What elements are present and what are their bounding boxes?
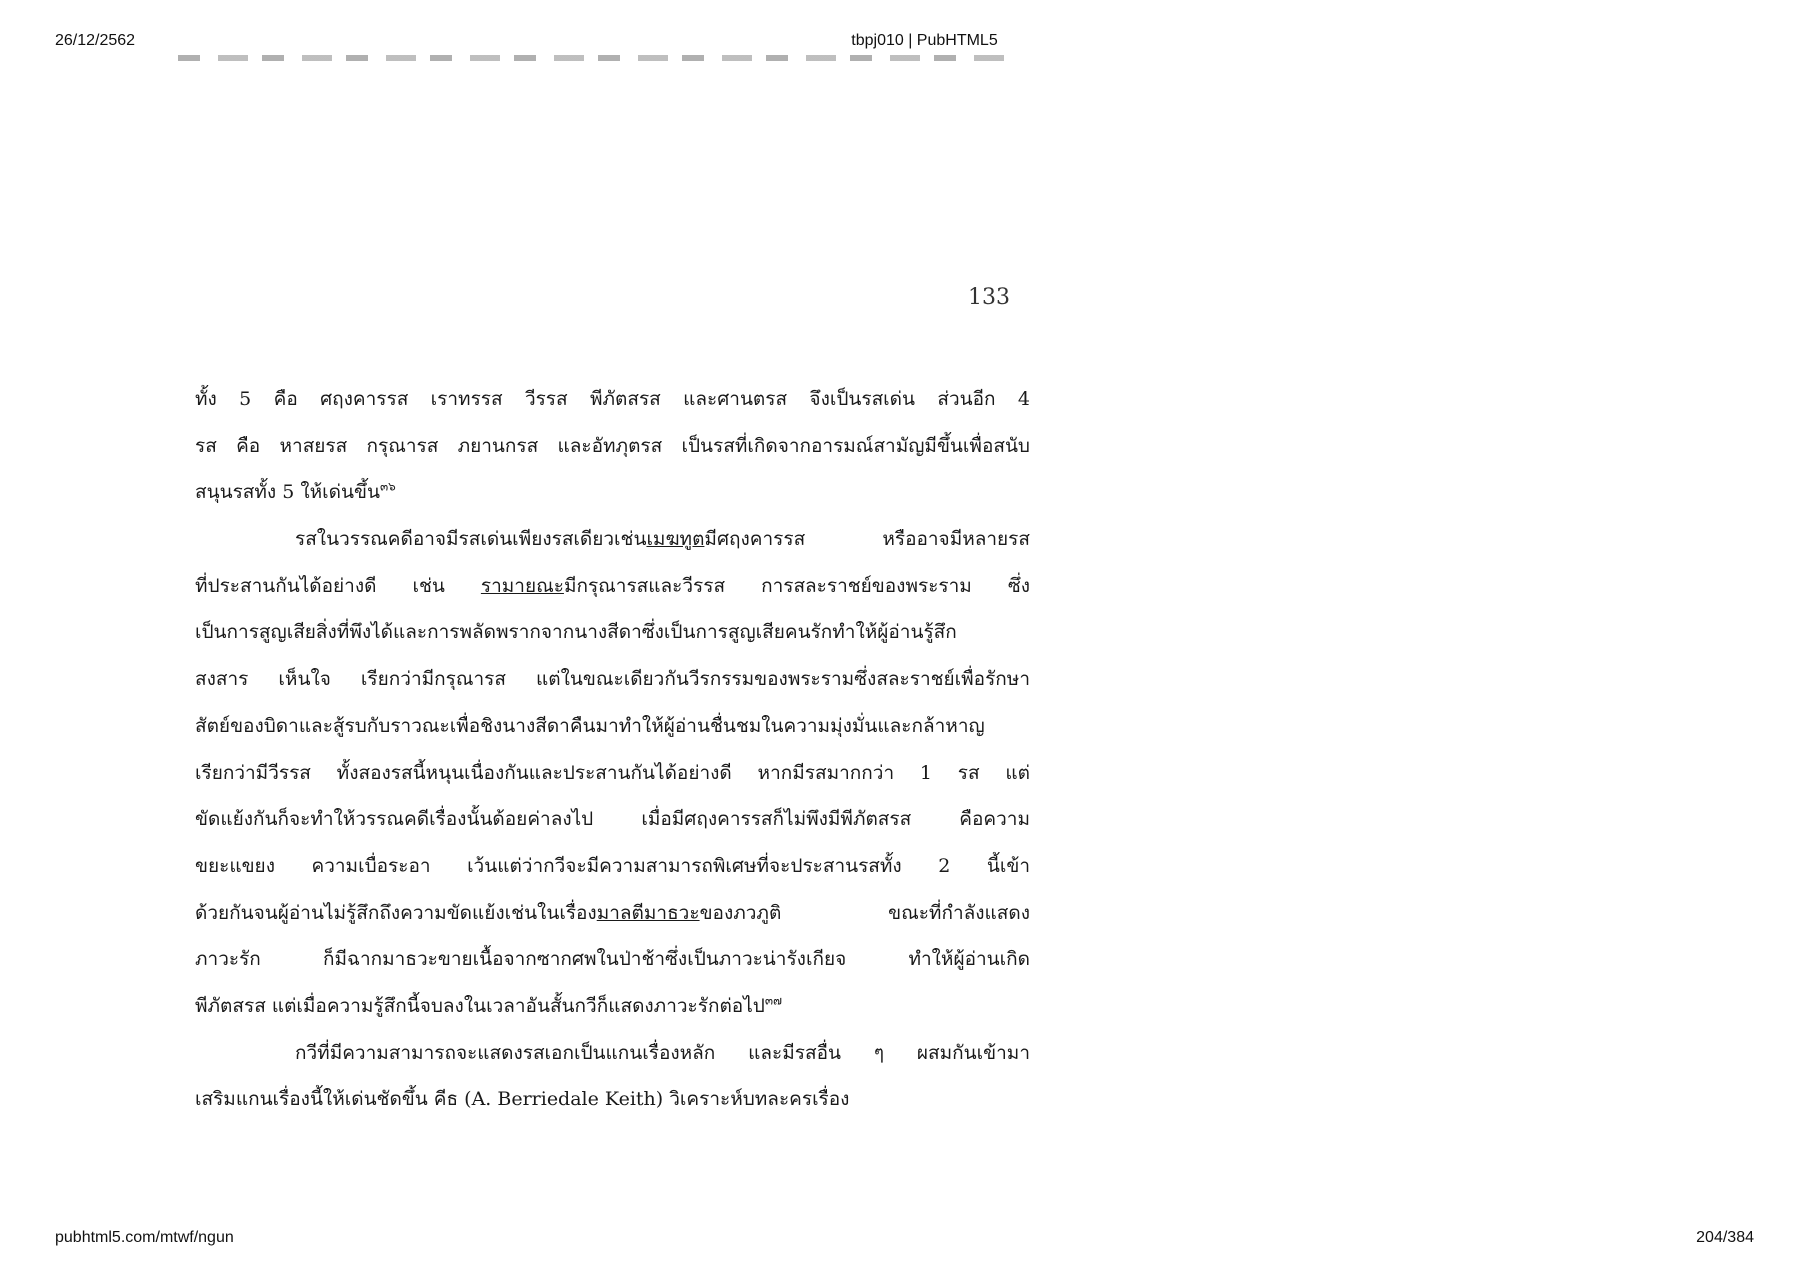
print-page-counter: 204/384 [1696, 1229, 1754, 1246]
scanned-page-body [195, 376, 1030, 1123]
paragraph-start-line: กวีที่มีความสามารถจะแสดงรสเอกเป็นแกนเรื่องหลัก และมีรสอื่น ๆ ผสมกันเข้ามา [295, 1041, 1030, 1064]
text-line: พีภัตสรส แต่เมื่อความรู้สึกนี้จบลงในเวลาอันสั้นกวีก็แสดงภาวะรักต่อไป$^{๓๗}$ [195, 993, 783, 1017]
text-line: ขัดแย้งกันก็จะทำให้วรรณคดีเรื่องนั้นด้อยค่าลงไป เมื่อมีศฤงคารรสก็ไม่พึงมีพีภัตสรส คือความ [195, 808, 1030, 831]
text-line: สงสาร เห็นใจ เรียกว่ามีกรุณารส แต่ในขณะเดียวกันวีรกรรมของพระรามซึ่งสละราชย์เพื่อรักษา [195, 668, 1030, 691]
text-line: ที่ประสานกันได้อย่างดี เช่น รามายณะมีกรุณารสและวีรรส การสละราชย์ของพระราม ซึ่ง [195, 574, 1030, 597]
text-line: ทั้ง 5 คือ ศฤงคารรส เราทรรส วีรรส พีภัตสรส และศานตรส จึงเป็นรสเด่น ส่วนอีก 4 [195, 388, 1030, 410]
text-line: ขยะแขยง ความเบื่อระอา เว้นแต่ว่ากวีจะมีความสามารถพิเศษที่จะประสานรสทั้ง 2 นี้เข้า [195, 854, 1030, 877]
print-footer [55, 1229, 1754, 1249]
text-line: เป็นการสูญเสียสิ่งที่พึงได้และการพลัดพรากจากนางสีดาซึ่งเป็นการสูญเสียคนรักทำให้ผู้อ่านรู้สึก [195, 621, 957, 644]
footnote-marker: ๓๗ [764, 993, 783, 1008]
print-header [55, 32, 1754, 52]
underlined-title: รามายณะ [480, 574, 564, 597]
text-line: เสริมแกนเรื่องนี้ให้เด่นชัดขึ้น คีธ (A. Berriedale Keith) วิเคราะห์บทละครเรื่อง [195, 1088, 850, 1111]
text-line: รส คือ หาสยรส กรุณารส ภยานกรส และอัทภุตรส เป็นรสที่เกิดจากอารมณ์สามัญมีขึ้นเพื่อสนับ [195, 434, 1030, 457]
underlined-title: มาลตีมาธวะ [596, 901, 700, 924]
print-url: pubhtml5.com/mtwf/ngun [55, 1229, 234, 1246]
underlined-title: เมฆทูต [646, 528, 705, 551]
text-line: ด้วยกันจนผู้อ่านไม่รู้สึกถึงความขัดแย้งเช่นในเรื่องมาลตีมาธวะของภวภูติ ขณะที่กำลังแสดง [195, 901, 1030, 924]
footnote-marker: ๓๖ [379, 480, 396, 495]
print-date: 26/12/2562 [55, 32, 136, 49]
scan-artifact-line [178, 55, 1008, 61]
page-number: 133 [968, 285, 1010, 310]
text-line: ภาวะรัก ก็มีฉากมาธวะขายเนื้อจากซากศพในป่าช้าซึ่งเป็นภาวะน่ารังเกียจ ทำให้ผู้อ่านเกิด [195, 948, 1030, 971]
text-line: สนุนรสทั้ง 5 ให้เด่นขึ้น$^{๓๖}$ [195, 480, 396, 504]
text-line: เรียกว่ามีวีรรส ทั้งสองรสนี้หนุนเนื่องกันและประสานกันได้อย่างดี หากมีรสมากกว่า 1 รส แต่ [195, 761, 1030, 784]
print-page-title: tbpj010 | PubHTML5 [851, 32, 998, 49]
text-line: สัตย์ของบิดาและสู้รบกับราวณะเพื่อชิงนางสีดาคืนมาทำให้ผู้อ่านชื่นชมในความมุ่งมั่นและกล้าหาญ [195, 714, 985, 737]
paragraph-start-line: รสในวรรณคดีอาจมีรสเด่นเพียงรสเดียวเช่นเมฆทูตมีศฤงคารรส หรืออาจมีหลายรส [295, 528, 1030, 551]
